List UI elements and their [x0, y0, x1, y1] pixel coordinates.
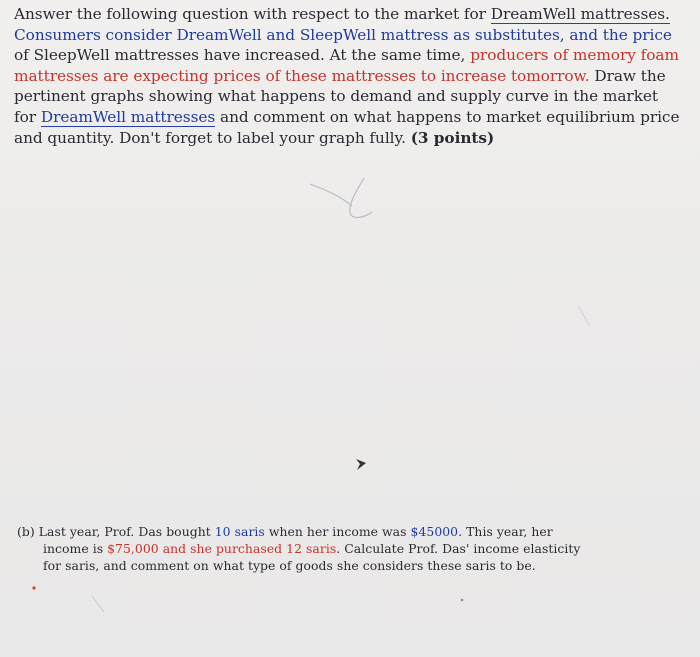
highlighted-blue-text: $45000 — [410, 524, 459, 539]
text-segment: when her income was — [264, 524, 411, 539]
text-segment: (b) Last year, Prof. Das bought — [17, 524, 215, 539]
text-segment: . Calculate Prof. Das' income elasticity — [336, 540, 581, 556]
text-segment: Draw the — [589, 66, 666, 85]
text-segment: and comment on what happens to market equilibrium price — [215, 107, 680, 126]
question-b-line — [17, 558, 657, 575]
pencil-stroke — [92, 596, 104, 612]
text-segment: income is — [43, 540, 108, 556]
highlighted-blue-underlined-text: DreamWell mattresses — [40, 107, 216, 126]
text-segment: Answer the following question with respect to the market for — [14, 5, 491, 23]
text-segment: and quantity. Don't forget to label your graph fully. — [14, 128, 411, 147]
question-b — [17, 524, 657, 574]
text-segment: . This year, her — [458, 524, 553, 539]
highlighted-red-text: mattresses are expecting prices of these mattresses to increase tomorrow. — [14, 66, 590, 85]
highlighted-blue-text: 10 saris — [214, 524, 265, 539]
pencil-stroke — [578, 306, 590, 326]
text-segment: for saris, and comment on what type of goods she considers these saris to be. — [43, 557, 536, 573]
points-label: (3 points) — [410, 128, 495, 147]
market-name-underlined: DreamWell mattresses. — [490, 5, 670, 23]
question-b-line — [17, 541, 657, 558]
cursor-arrow-icon — [356, 459, 366, 470]
text-segment: pertinent graphs showing what happens to demand and supply curve in the market — [14, 87, 659, 106]
pencil-stroke — [350, 178, 372, 217]
highlighted-blue-text: Consumers consider DreamWell and SleepWell mattress as substitutes, and the price — [14, 25, 672, 44]
question-b-line — [17, 524, 657, 541]
highlighted-red-text: producers of memory foam — [470, 46, 679, 65]
text-segment: of SleepWell mattresses have increased. At the same time, — [14, 46, 471, 65]
highlighted-red-text: $75,000 and she purchased 12 saris — [107, 540, 337, 556]
gray-dot-mark — [461, 599, 464, 602]
pencil-stroke — [310, 184, 352, 206]
text-segment: for — [14, 107, 41, 126]
red-dot-mark — [32, 586, 35, 589]
